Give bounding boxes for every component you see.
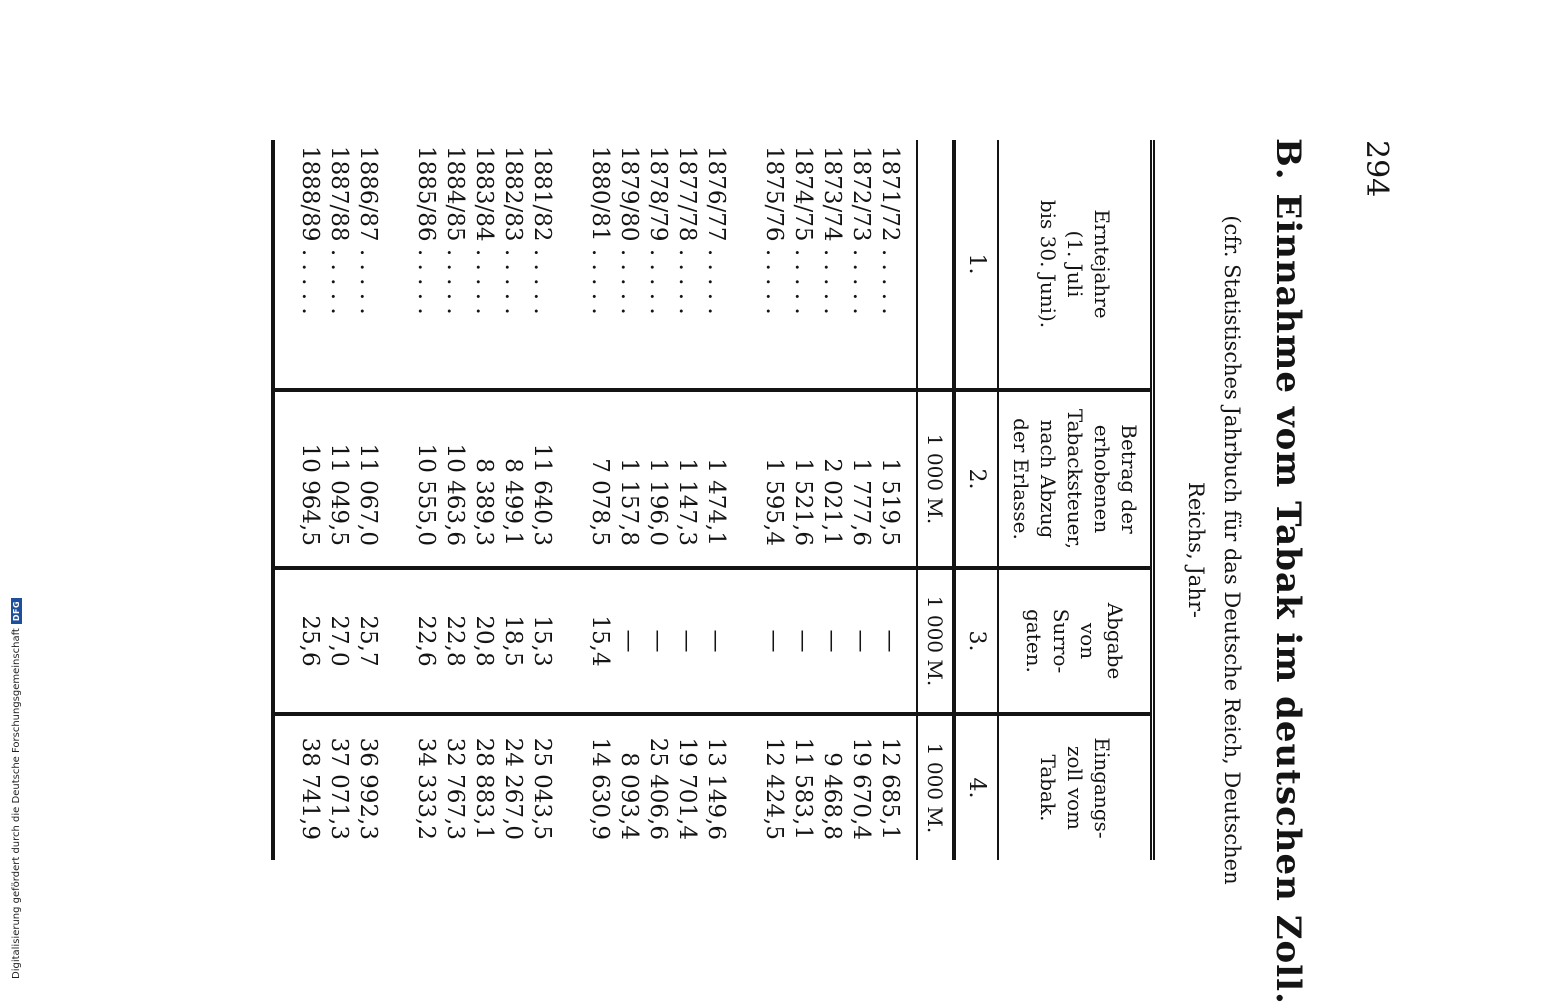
tax-cell: 10 463,6: [442, 443, 468, 546]
tax-cell: 8 389,3: [471, 458, 497, 546]
header-harvest-years: Erntejahre (1. Juli bis 30. Juni).: [1036, 199, 1114, 329]
group-spacer: [556, 392, 585, 566]
duty-cell: 25 043,5: [529, 737, 555, 840]
header-surrogate-levy: Abgabe von Surro- gaten.: [999, 566, 1150, 712]
tax-cell: 1 519,5: [877, 458, 903, 546]
duty-cell: 36 992,3: [355, 737, 381, 840]
column-number: 1.: [964, 253, 989, 275]
surrogate-cell: —: [616, 629, 642, 653]
tax-cell: 1 595,4: [761, 458, 787, 546]
duty-cell: 11 583,1: [790, 737, 816, 840]
tax-cell: 1 777,6: [848, 458, 874, 546]
year-cell: 1887/88 . . . . .: [326, 146, 352, 315]
surrogate-cell: 25,7: [355, 615, 381, 667]
surrogate-cell: —: [819, 629, 845, 653]
dfg-logo-icon: DFG: [11, 598, 22, 624]
tax-cell: 1 474,1: [703, 458, 729, 546]
tax-cell: 11 049,5: [326, 443, 352, 546]
tax-cell: 10 964,5: [297, 443, 323, 546]
tax-cell: 7 078,5: [587, 458, 613, 546]
surrogate-cell: —: [790, 629, 816, 653]
surrogate-cell: —: [761, 629, 787, 653]
tax-cell: 1 196,0: [645, 458, 671, 546]
scanned-page: [80, 0, 1400, 1005]
table-body: [275, 140, 916, 860]
duty-cell: 37 071,3: [326, 737, 352, 840]
duty-cell: 24 267,0: [500, 737, 526, 840]
page-number: 294: [1359, 140, 1394, 198]
year-cell: 1877/78 . . . . .: [674, 146, 700, 315]
column-number: 3.: [956, 566, 997, 712]
column-number-row: [952, 140, 997, 860]
duty-cell: 19 670,4: [848, 737, 874, 840]
duty-cell: 34 333,2: [413, 737, 439, 840]
year-cell: 1883/84 . . . . .: [471, 146, 497, 315]
duty-cell: 14 630,9: [587, 737, 613, 840]
year-cell: 1874/75 . . . . .: [790, 146, 816, 315]
surrogate-cell: 15,4: [587, 615, 613, 667]
group-spacer: [382, 392, 411, 566]
duty-cell: 9 468,8: [819, 752, 845, 840]
column-number: 4.: [956, 712, 997, 860]
revenue-table: [271, 140, 1155, 860]
tax-cell: 1 521,6: [790, 458, 816, 546]
surrogate-column: [275, 566, 916, 712]
group-spacer: [556, 716, 585, 860]
digitization-note: [11, 598, 22, 979]
group-spacer: [730, 716, 759, 860]
duty-cell: 12 424,5: [761, 737, 787, 840]
year-cell: 1879/80 . . . . .: [616, 146, 642, 315]
digitization-sidebar: [0, 0, 22, 1000]
group-spacer: [382, 716, 411, 860]
year-cell: 1882/83 . . . . .: [500, 146, 526, 315]
group-spacer: [556, 570, 585, 712]
year-cell: 1880/81 . . . . .: [587, 146, 613, 315]
group-spacer: [730, 570, 759, 712]
year-cell: 1888/89 . . . . .: [297, 146, 323, 315]
surrogate-cell: —: [848, 629, 874, 653]
tax-cell: 11 067,0: [355, 443, 381, 546]
unit-label: 1 000 M.: [918, 712, 952, 860]
surrogate-cell: —: [674, 629, 700, 653]
header-import-duty: Eingangs- zoll vom Tabak.: [999, 712, 1150, 860]
duty-cell: 28 883,1: [471, 737, 497, 840]
tax-cell: 2 021,1: [819, 458, 845, 546]
year-cell: 1875/76 . . . . .: [761, 146, 787, 315]
header-tobacco-tax: Betrag der erhobenen Tabacksteuer, nach Abzug der Erlasse.: [999, 388, 1150, 566]
surrogate-cell: —: [703, 629, 729, 653]
duty-cell: 12 685,1: [877, 737, 903, 840]
year-cell: 1876/77 . . . . .: [703, 146, 729, 315]
year-cell: 1881/82 . . . . .: [529, 146, 555, 315]
duty-cell: 32 767,3: [442, 737, 468, 840]
group-spacer: [382, 570, 411, 712]
table-header-row: [997, 140, 1150, 860]
tax-column: [275, 388, 916, 566]
surrogate-cell: —: [645, 629, 671, 653]
year-cell: 1873/74 . . . . .: [819, 146, 845, 315]
group-spacer: [556, 140, 585, 388]
surrogate-cell: 22,8: [442, 615, 468, 667]
year-cell: 1871/72 . . . . .: [877, 146, 903, 315]
column-number: 2.: [956, 388, 997, 566]
year-column: [275, 140, 916, 388]
year-cell: 1872/73 . . . . .: [848, 146, 874, 315]
unit-label: 1 000 M.: [918, 566, 952, 712]
group-spacer: [382, 140, 411, 388]
duty-cell: 38 741,9: [297, 737, 323, 840]
year-cell: 1878/79 . . . . .: [645, 146, 671, 315]
duty-cell: 19 701,4: [674, 737, 700, 840]
group-spacer: [730, 140, 759, 388]
year-cell: 1884/85 . . . . .: [442, 146, 468, 315]
page-title: B. Einnahme vom Tabak im deutschen Zoll.: [1268, 138, 1308, 1005]
surrogate-cell: 20,8: [471, 615, 497, 667]
year-cell: 1885/86 . . . . .: [413, 146, 439, 315]
unit-row: [916, 140, 952, 860]
surrogate-cell: 18,5: [500, 615, 526, 667]
tax-cell: 1 157,8: [616, 458, 642, 546]
tax-cell: 10 555,0: [413, 443, 439, 546]
duty-cell: 13 149,6: [703, 737, 729, 840]
unit-label: 1 000 M.: [918, 388, 952, 566]
year-cell: 1886/87 . . . . .: [355, 146, 381, 315]
group-spacer: [730, 392, 759, 566]
surrogate-cell: 25,6: [297, 615, 323, 667]
tax-cell: 1 147,3: [674, 458, 700, 546]
duty-cell: 25 406,6: [645, 737, 671, 840]
tax-cell: 11 640,3: [529, 443, 555, 546]
surrogate-cell: 27,0: [326, 615, 352, 667]
tax-cell: 8 499,1: [500, 458, 526, 546]
duty-cell: 8 093,4: [616, 752, 642, 840]
surrogate-cell: 22,6: [413, 615, 439, 667]
surrogate-cell: —: [877, 629, 903, 653]
page-subtitle: (cfr. Statistisches Jahrbuch für das Deutsche Reich, Deutschen Reichs, Jahr-: [1184, 215, 1244, 885]
duty-column: [275, 712, 916, 860]
unit-label: [918, 140, 952, 388]
surrogate-cell: 15,3: [529, 615, 555, 667]
digitization-note-text: Digitalisierung gefördert durch die Deutsche Forschungsgemeinschaft: [11, 628, 22, 979]
